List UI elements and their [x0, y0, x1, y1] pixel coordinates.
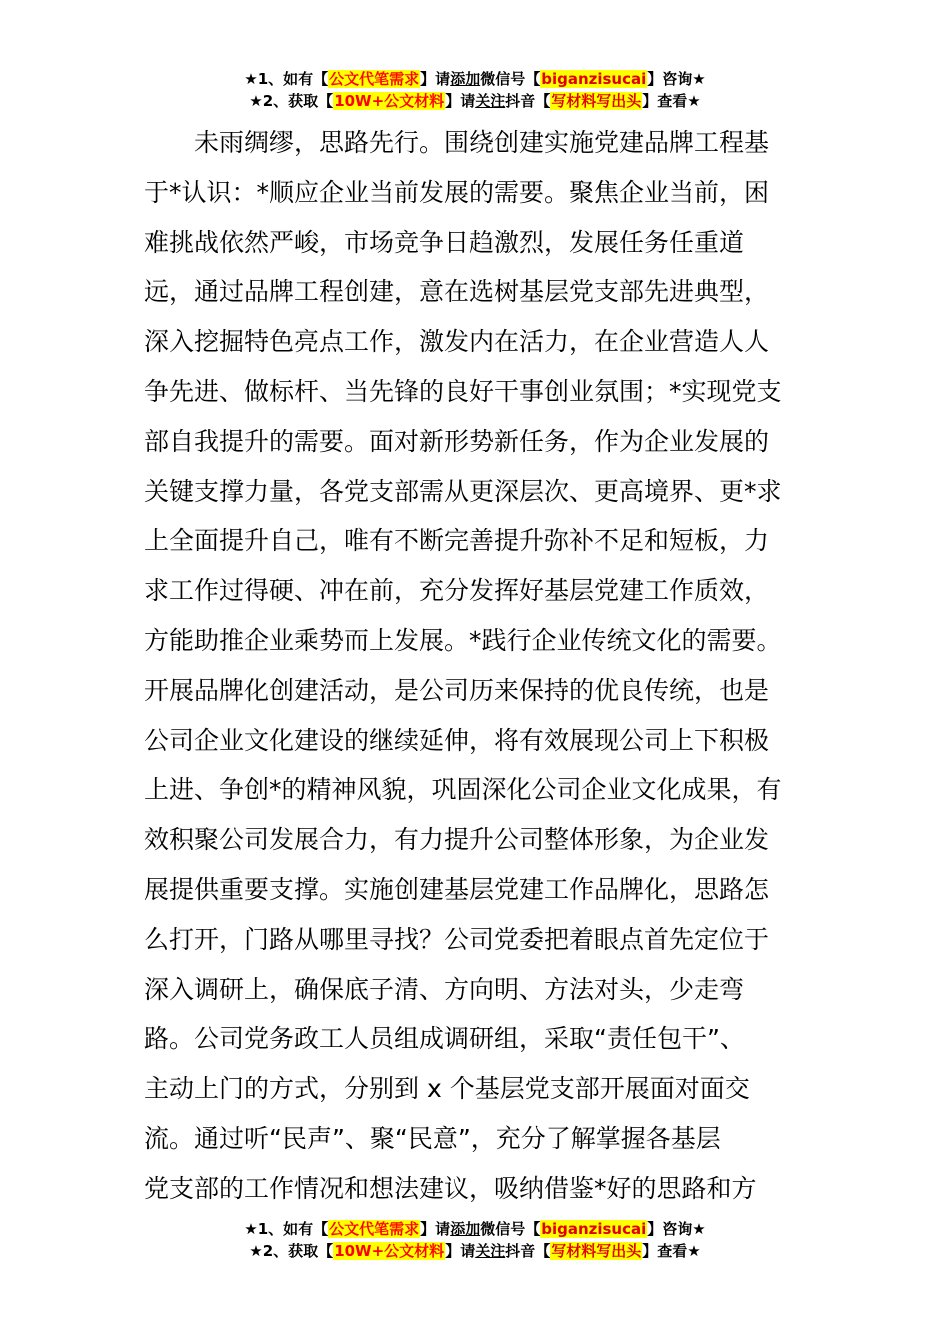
underlined-text: 关注: [475, 1242, 506, 1260]
header-banner: [0, 68, 950, 112]
banner-text: 】查看★: [642, 1242, 701, 1260]
banner-line-2: [0, 90, 950, 112]
banner-text: 微信号【: [480, 70, 541, 88]
body-line: 深入挖掘特色亮点工作，激发内在活力，在企业营造人人: [144, 327, 770, 357]
banner-line-2: [0, 1240, 950, 1262]
body-line: 求工作过得硬、冲在前，充分发挥好基层党建工作质效，: [144, 576, 770, 606]
banner-text: ★1、如有【: [244, 70, 329, 88]
body-line: 展提供重要支撑。实施创建基层党建工作品牌化，思路怎: [144, 874, 770, 904]
body-line: 开展品牌化创建活动，是公司历来保持的优良传统，也是: [144, 675, 770, 705]
body-line: 未雨绸缪，思路先行。围绕创建实施党建品牌工程基: [144, 128, 770, 157]
banner-text: 抖音【: [505, 1242, 551, 1260]
banner-text: 】请: [445, 92, 476, 110]
banner-text: 】咨询★: [647, 1220, 706, 1238]
body-line: 公司企业文化建设的继续延伸，将有效展现公司上下积极: [144, 725, 770, 755]
body-line: 难挑战依然严峻，市场竞争日趋激烈，发展任务任重道: [144, 227, 745, 257]
body-line: 么打开，门路从哪里寻找？公司党委把着眼点首先定位于: [144, 924, 770, 954]
body-line: 流。通过听“民声”、聚“民意”，充分了解掌握各基层: [144, 1123, 721, 1153]
body-line: 方能助推企业乘势而上发展。*践行企业传统文化的需要。: [144, 625, 782, 655]
body-line: 效积聚公司发展合力，有力提升公司整体形象，为企业发: [144, 825, 770, 855]
body-line: 于*认识：*顺应企业当前发展的需要。聚焦企业当前，困: [144, 177, 770, 207]
banner-text: 】查看★: [642, 92, 701, 110]
wechat-id-highlight: biganzisucai: [541, 70, 647, 88]
banner-text: 微信号【: [480, 1220, 541, 1238]
underlined-text: 添加: [450, 1220, 481, 1238]
banner-text: 】请: [420, 1220, 451, 1238]
banner-text: ★1、如有【: [244, 1220, 329, 1238]
body-line: 争先进、做标杆、当先锋的良好干事创业氛围；*实现党支: [144, 376, 782, 406]
banner-line-1: [0, 68, 950, 90]
highlight-text: 10W+公文材料: [334, 1242, 445, 1260]
body-line: 党支部的工作情况和想法建议，吸纳借鉴*好的思路和方: [144, 1173, 757, 1203]
footer-banner: [0, 1218, 950, 1262]
banner-text: ★2、获取【: [249, 1242, 334, 1260]
douyin-id-highlight: 写材料写出头: [551, 92, 642, 110]
highlight-text: 公文代笔需求: [329, 1220, 420, 1238]
highlight-text: 10W+公文材料: [334, 92, 445, 110]
underlined-text: 关注: [475, 92, 506, 110]
banner-line-1: [0, 1218, 950, 1240]
underlined-text: 添加: [450, 70, 481, 88]
body-paragraph: [144, 118, 808, 1214]
banner-text: 抖音【: [505, 92, 551, 110]
banner-text: 】请: [420, 70, 451, 88]
banner-text: 】咨询★: [647, 70, 706, 88]
body-line: 上进、争创*的精神风貌，巩固深化公司企业文化成果，有: [144, 775, 782, 805]
body-line: 远，通过品牌工程创建，意在选树基层党支部先进典型，: [144, 277, 770, 307]
body-line: 上全面提升自己，唯有不断完善提升弥补不足和短板，力: [144, 526, 770, 556]
douyin-id-highlight: 写材料写出头: [551, 1242, 642, 1260]
body-line: 关键支撑力量，各党支部需从更深层次、更高境界、更*求: [144, 476, 782, 506]
body-line: 深入调研上，确保底子清、方向明、方法对头，少走弯: [144, 974, 745, 1004]
highlight-text: 公文代笔需求: [329, 70, 420, 88]
body-line: 主动上门的方式，分别到 x 个基层党支部开展面对面交: [144, 1074, 750, 1104]
banner-text: 】请: [445, 1242, 476, 1260]
wechat-id-highlight: biganzisucai: [541, 1220, 647, 1238]
body-line: 路。公司党务政工人员组成调研组，采取“责任包干”、: [144, 1024, 745, 1054]
body-line: 部自我提升的需要。面对新形势新任务，作为企业发展的: [144, 426, 770, 456]
banner-text: ★2、获取【: [249, 92, 334, 110]
